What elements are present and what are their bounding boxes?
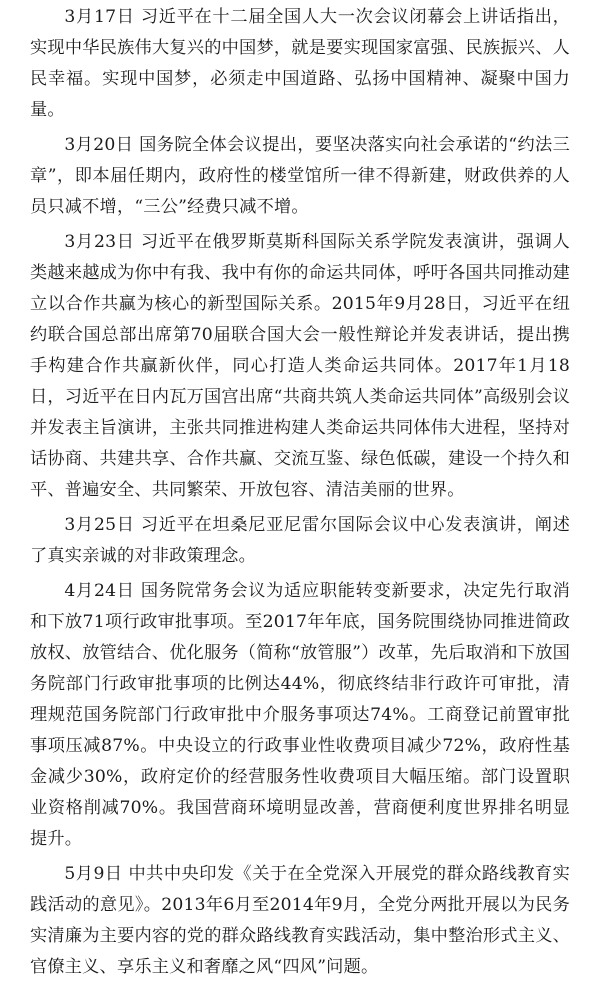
- paragraph-march-25: 3月25日 习近平在坦桑尼亚尼雷尔国际会议中心发表演讲，阐述了真实亲诚的对非政策理念。: [30, 515, 570, 566]
- paragraph-march-17: 3月17日 习近平在十二届全国人大一次会议闭幕会上讲话指出，实现中华民族伟大复兴的中国梦，就是要实现国家富强、民族振兴、人民幸福。实现中国梦，必须走中国道路、弘扬中国精神、凝聚中国力量。: [30, 7, 570, 120]
- paragraph-may-9: 5月9日 中共中央印发《关于在全党深入开展党的群众路线教育实践活动的意见》。2013年6月至2014年9月，全党分两批开展以为民务实清廉为主要内容的党的群众路线教育实践活动，集中整治形式主义、官僚主义、享乐主义和奢靡之风“四风”问题。: [30, 864, 570, 977]
- paragraph-march-20: 3月20日 国务院全体会议提出，要坚决落实向社会承诺的“约法三章”，即本届任期内，政府性的楼堂馆所一律不得新建，财政供养的人员只减不增，“三公”经费只减不增。: [30, 135, 570, 217]
- paragraph-march-23: 3月23日 习近平在俄罗斯莫斯科国际关系学院发表演讲，强调人类越来越成为你中有我、我中有你的命运共同体，呼吁各国共同推动建立以合作共赢为核心的新型国际关系。2015年9月28日，习近平在纽约联合国总部出席第70届联合国大会一般性辩论并发表讲话，提出携手构建合作共赢新伙伴，同心打造人类命运共同体。2017年1月18日，习近平在日内瓦万国宫出席“共商共筑人类命运共同体”高级别会议并发表主旨演讲，主张共同推进构建人类命运共同体伟大进程，坚持对话协商、共建共享、合作共赢、交流互鉴、绿色低碳，建设一个持久和平、普遍安全、共同繁荣、开放包容、清洁美丽的世界。: [30, 232, 570, 500]
- paragraph-april-24: 4月24日 国务院常务会议为适应职能转变新要求，决定先行取消和下放71项行政审批事项。至2017年年底，国务院围绕协同推进简政放权、放管结合、优化服务（简称“放管服”）改革，先后取消和下放国务院部门行政审批事项的比例达44%，彻底终结非行政许可审批，清理规范国务院部门行政审批中介服务事项达74%。工商登记前置审批事项压减87%。中央设立的行政事业性收费项目减少72%，政府性基金减少30%，政府定价的经营服务性收费项目大幅压缩。部门设置职业资格削减70%。我国营商环境明显改善，营商便利度世界排名明显提升。: [30, 581, 570, 849]
